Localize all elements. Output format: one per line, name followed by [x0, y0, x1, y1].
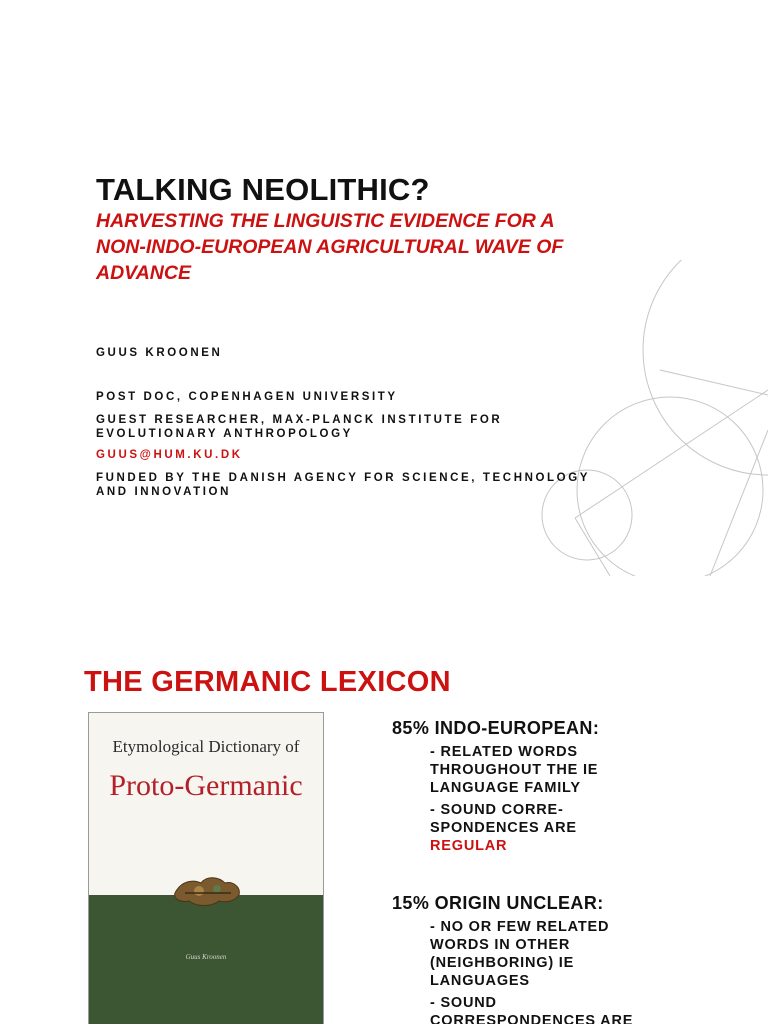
bullet-line: (NEIGHBORING) IE — [430, 955, 575, 971]
guest-line: GUEST RESEARCHER, MAX-PLANCK INSTITUTE FOR — [96, 414, 503, 426]
bronze-artifact-icon — [171, 871, 243, 911]
bullet-line: LANGUAGES — [430, 973, 530, 989]
author-position: POST DOC, COPENHAGEN UNIVERSITY — [96, 391, 398, 403]
bullet-line: CORRESPONDENCES ARE — [430, 1013, 634, 1024]
guest-researcher-info — [96, 413, 502, 441]
guest-line: EVOLUTIONARY ANTHROPOLOGY — [96, 428, 353, 440]
email-link[interactable]: GUUS@HUM.KU.DK — [96, 449, 243, 461]
indo-european-bullets — [430, 743, 598, 855]
bullet-line: WORDS IN OTHER — [430, 937, 571, 953]
subtitle-line: NON-INDO-EUROPEAN AGRICULTURAL WAVE OF — [96, 236, 564, 258]
bullet-line: - RELATED WORDS — [430, 744, 578, 760]
bullet-line: - SOUND — [430, 995, 497, 1011]
funding-info — [96, 471, 590, 499]
book-subtitle: Etymological Dictionary of — [112, 737, 300, 756]
book-title: Proto-Germanic — [109, 769, 303, 802]
highlight-regular: REGULAR — [430, 838, 508, 854]
presentation-subtitle — [96, 208, 616, 286]
funding-line: FUNDED BY THE DANISH AGENCY FOR SCIENCE, TECHNOLOGY — [96, 472, 591, 484]
bullet-line: SPONDENCES ARE — [430, 820, 577, 836]
germanic-lexicon-slide — [0, 604, 768, 1024]
bullet-line: LANGUAGE FAMILY — [430, 780, 581, 796]
presentation-title: TALKING NEOLITHIC? — [96, 172, 430, 207]
origin-unclear-bullets — [430, 918, 633, 1024]
book-author: Guus Kroonen — [185, 953, 227, 961]
bullet-line: - NO OR FEW RELATED — [430, 919, 610, 935]
section-heading-origin-unclear: 15% ORIGIN UNCLEAR: — [392, 893, 604, 913]
book-cover-image — [88, 712, 324, 1024]
slide-title: THE GERMANIC LEXICON — [84, 666, 451, 698]
bullet-line: - SOUND CORRE- — [430, 802, 564, 818]
funding-line: AND INNOVATION — [96, 486, 231, 498]
bullet-line: THROUGHOUT THE IE — [430, 762, 599, 778]
section-heading-indo-european: 85% INDO-EUROPEAN: — [392, 718, 600, 738]
subtitle-line: HARVESTING THE LINGUISTIC EVIDENCE FOR A — [96, 210, 555, 232]
decorative-geometric-lines — [470, 260, 768, 576]
author-name: GUUS KROONEN — [96, 347, 223, 359]
subtitle-line: ADVANCE — [96, 262, 191, 284]
